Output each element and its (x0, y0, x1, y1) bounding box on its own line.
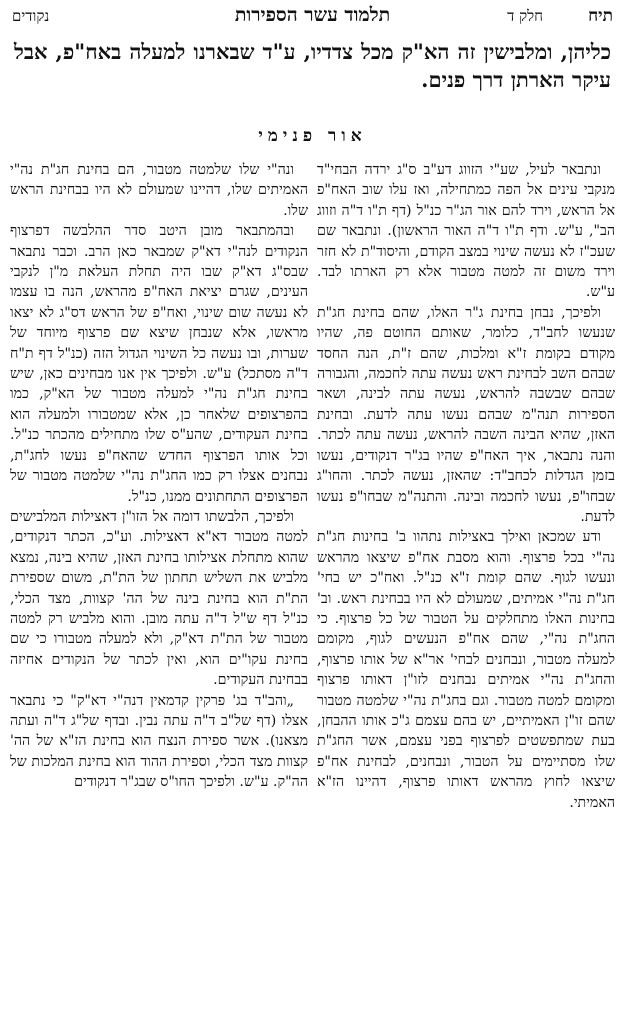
paragraph: ונתבאר לעיל, שע"י הזווג דע"ב ס"ג ירדה הבחי"ד מנקבי עינים אל הפה כמתחילה, ואז עלו שוב האח"פ אל הראש, וירד להם אור הג"ר כנ"ל (דף ת"ו ד"ה וזווג הב", ע"ש. ודף ת"ו ד"ה האור הראשון). ונתבאר שם שעכ"ז לא נעשה שינוי במצב הקודם, והיסוד"ת לא חזר וירד משום זה למטה מטבור אלא רק הארתו לבד. ע"ש. (317, 162, 615, 301)
paragraph: „והב"ד בג' פרקין קדמאין דנה"י דא"ק" כי נתבאר אצלו (דף של"ב ד"ה עתה נבין. ובדף של"ג ד"ה ועתה מצאנו). אשר ספירת הנצח הוא בחינת הז"א של הה' קצוות מצד הכלי, וספירת ההוד הוא בחינת המלכות של הה"ק. ע"ש. ולפיכך החו"ס שבג"ר דנקודים (10, 692, 308, 791)
page-header (12, 4, 613, 28)
commentary-columns (10, 160, 615, 1015)
section-title: אור פנימי (258, 126, 367, 146)
paragraph: ולפיכך, נבחן בחינת ג"ר האלו, שהם בחינת חג"ת שנעשו לחב"ד, כלומר, שאותם החוטם פה, שהיו מקודם בקומת ז"א ומלכות, שהם ז"ת, הנה החסד שבהם השב לבחינת ראש נעשה עתה לחכמה, והגבורה שבהם שבשבה להראש, נעשה עתה לבינה, ושאר הספירות תנה"מ שבהם נעשו עתה לדעת. ובחינת האזן, שהיא הבינה השבה להראש, נעשה עתה לכתר. והנה נתבאר, איך האח"פ שהיו בג"ר דנקודים, נעשו בזמן הגדלות לכחב"ד: שהאזן, נעשה לכתר. והחו"ג שבחו"פ, נעשו לחכמה ובינה. והתנה"מ שבחו"פ נעשו לדעת. (317, 304, 615, 525)
page-number: תיח (588, 6, 613, 26)
section-label: נקודים (12, 7, 50, 25)
commentary-column-left (10, 160, 308, 1015)
paragraph: ודע שמכאן ואילך באצילות נתהוו ב' בחינות חג"ת נה"י בכל פרצוף. והוא מסבת אח"פ שיצאו מהראש ונעשו לגוף. שהם קומת ז"א כנ"ל. ואח"כ יש בחי' חג"ת נה"י אמיתים, שמעולם לא היו בבחינת ראש. וב' בחינות האלו מתחלקים על הטבור של כל פרצוף. כי החג"ת נה"י, שהם אח"פ הנעשים לגוף, מקומם למעלה מטבור, ונבחנים לבחי' אר"א של אותו פרצוף, והחג"ת נה"י אמיתים נבחנים לזו"ן דאותו פרצוף ומקומם למטה מטבור. וגם בחג"ת נה"י שלמטה מטבור שהם זו"ן האמיתיים, יש בהם עצמם ג"כ אותו ההבחן, בעת שמתפשטים לפרצוף בפני עצמם, אשר החג"ת שלו מסתיימים על הטבור, ונבחנים, לבחינת אח"פ שיצאו לחוץ מהראש דאותו פרצוף, דהיינו הז"א האמיתי. (317, 529, 615, 811)
part-label: חלק ד (507, 7, 543, 25)
paragraph: ולפיכך, הלבשתו דומה אל הזו"ן דאצילות המלבישים למטה מטבור דא"א דאצילות. וע"כ, הכתר דנקודים, שהוא מתחלת אצילותו בחינת האזן, שהיא בינה, נמצא מלביש את השליש תחתון של הת"ת, משום שספירת הת"ת הוא בחינת בינה של הה' קצוות, מצד הכלי, כנ"ל דף ש"ל ד"ה עתה מובן. והוא מלביש רק למטה מטבור של הת"ת דא"ק, ולא למעלה מטבורו כי שם בחינת עקו"ים הוא, ואין לכתר של הנקודים אחיזה בבחינת העקודים. (10, 508, 308, 689)
commentary-column-right (317, 160, 615, 1015)
book-title: תלמוד עשר הספירות (234, 4, 391, 26)
paragraph: ובהמתבאר מובן היטב סדר ההלבשה דפרצוף הנקודים לנה"י דא"ק שמבאר כאן הרב. וכבר נתבאר שבס"ג דא"ק שבו היה תחלת העלאת מ"ן לנקבי העינים, שגרם יציאת האח"פ מהראש, הנה בו עצמו לא נעשה שום שינוי, ואח"פ של הראש דס"ג לא יצאו מראשו, אלא שנבחן שיצא שם פרצוף מיוחד של שערות, ובו נעשה כל השינוי הגדול הזה (כנ"ל דף ת"ח ד"ה מסתכל) ע"ש. ולפיכך אין אנו מבחינים כאן, שיש בחינת חג"ת נה"י למעלה מטבור של הא"ק, כמו בהפרצופים שלאחר כן, אלא שמטבורו ולמעלה הוא בחינת העקודים, שהע"ס שלו מתחילים מהכתר כנ"ל. וכל אותו הפרצוף החדש שהאח"פ נעשו לחג"ת, נבחנים אצלו רק כמו החג"ת נה"י שלמטה מטבור של הפרצופים התחתונים ממנו, כנ"ל. (10, 223, 308, 505)
main-text: כליהן, ומלבישין זה הא"ק מכל צדדיו, ע"ד שבארנו למעלה באח"פ, אבל עיקר הארתן דרך פנים. (14, 39, 611, 92)
paragraph: ונה"י שלו שלמטה מטבור, הם בחינת חג"ת נה"י האמיתים שלו, דהיינו שמעולם לא היו בבחינת הראש שלו. (10, 162, 308, 219)
